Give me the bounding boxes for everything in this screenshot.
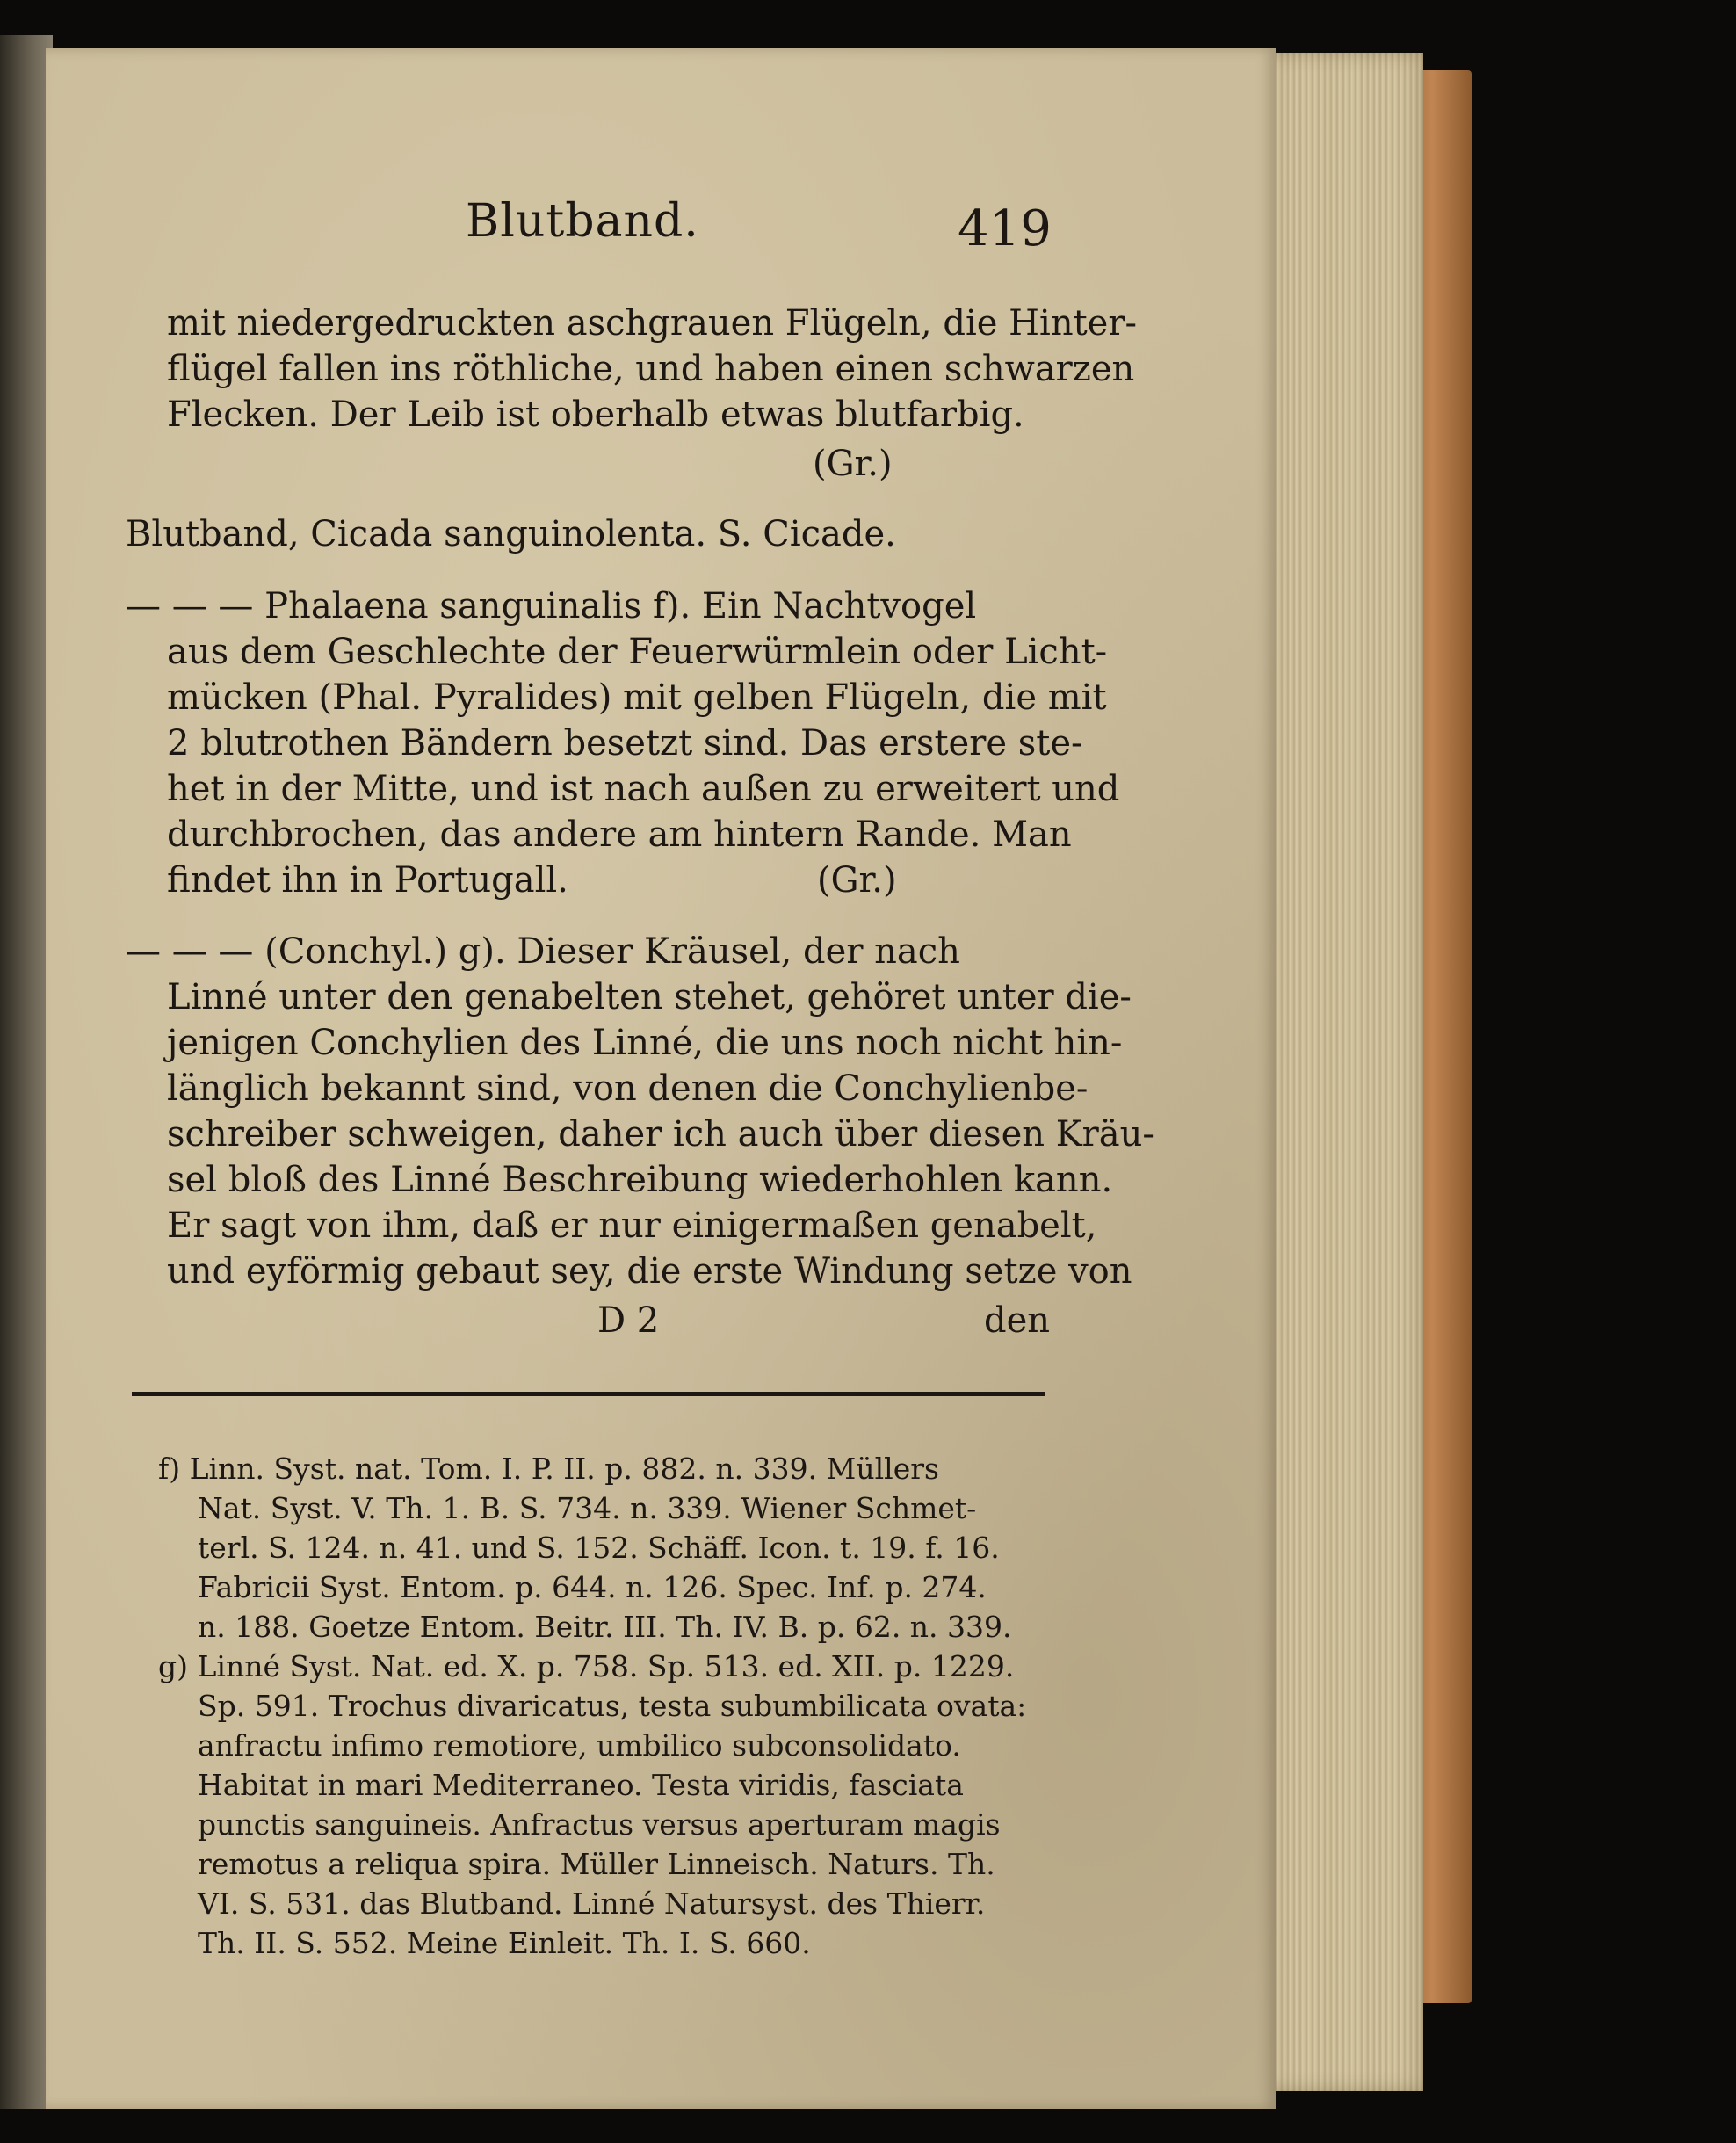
body-line: het in der Mitte, und ist nach außen zu erweitert und [167, 769, 1120, 809]
footnote-line: Nat. Syst. V. Th. 1. B. S. 734. n. 339. Wiener Schmet- [198, 1491, 977, 1525]
body-line: und eyförmig gebaut sey, die erste Windung setze von [167, 1251, 1132, 1292]
footnote-line: anfractu infimo remotiore, umbilico subconsolidato. [198, 1728, 961, 1763]
body-line: — — — Phalaena sanguinalis f). Ein Nachtvogel [126, 586, 977, 626]
body-line: schreiber schweigen, daher ich auch über diesen Kräu- [167, 1114, 1154, 1155]
left-page-edge [0, 35, 53, 2109]
body-line: länglich bekannt sind, von denen die Conchylienbe- [167, 1068, 1089, 1109]
body-line: flügel fallen ins röthliche, und haben einen schwarzen [167, 349, 1135, 389]
body-line: aus dem Geschlechte der Feuerwürmlein oder Licht- [167, 632, 1108, 672]
signature-mark: D 2 [597, 1300, 660, 1341]
running-header: Blutband. [466, 195, 699, 248]
page-stack-edge [1265, 53, 1423, 2091]
footnote-line: Th. II. S. 552. Meine Einleit. Th. I. S. 660. [198, 1926, 811, 1960]
body-line: jenigen Conchylien des Linné, die uns noch nicht hin- [167, 1023, 1123, 1063]
footnote-line: n. 188. Goetze Entom. Beitr. III. Th. IV. B. p. 62. n. 339. [198, 1610, 1012, 1644]
body-line: mücken (Phal. Pyralides) mit gelben Flügeln, die mit [167, 677, 1107, 718]
page-number: 419 [958, 200, 1052, 257]
body-line: — — — (Conchyl.) g). Dieser Kräusel, der nach [126, 931, 960, 972]
footnote-line: terl. S. 124. n. 41. und S. 152. Schäff. Icon. t. 19. f. 16. [198, 1531, 1000, 1565]
body-line: Flecken. Der Leib ist oberhalb etwas blutfarbig. [167, 395, 1024, 435]
footnote-line: Fabricii Syst. Entom. p. 644. n. 126. Spec. Inf. p. 274. [198, 1570, 987, 1604]
body-line: 2 blutrothen Bändern besetzt sind. Das erstere ste- [167, 723, 1083, 764]
body-line: Linné unter den genabelten stehet, gehöret unter die- [167, 977, 1132, 1017]
body-line: Er sagt von ihm, daß er nur einigermaßen genabelt, [167, 1205, 1097, 1246]
footnote-rule [132, 1392, 1045, 1396]
footnote-line: Habitat in mari Mediterraneo. Testa viridis, fasciata [198, 1768, 964, 1802]
source-reference: (Gr.) [817, 860, 897, 901]
footnote-line: g) Linné Syst. Nat. ed. X. p. 758. Sp. 513. ed. XII. p. 1229. [158, 1649, 1015, 1683]
source-reference: (Gr.) [813, 444, 893, 484]
body-line: findet ihn in Portugall. [167, 860, 568, 901]
footnote-line: Sp. 591. Trochus divaricatus, testa subumbilicata ovata: [198, 1689, 1027, 1723]
body-line: durchbrochen, das andere am hintern Rande. Man [167, 814, 1072, 855]
footnote-line: remotus a reliqua spira. Müller Linneisch. Naturs. Th. [198, 1847, 995, 1881]
body-line: mit niedergedruckten aschgrauen Flügeln, die Hinter- [167, 303, 1137, 344]
footnote-line: f) Linn. Syst. nat. Tom. I. P. II. p. 882. n. 339. Müllers [158, 1452, 939, 1486]
catchword: den [984, 1300, 1051, 1341]
footnote-line: VI. S. 531. das Blutband. Linné Natursyst. des Thierr. [198, 1886, 986, 1921]
footnote-line: punctis sanguineis. Anfractus versus aperturam magis [198, 1807, 1001, 1842]
body-line: sel bloß des Linné Beschreibung wiederhohlen kann. [167, 1160, 1113, 1200]
entry-heading: Blutband, Cicada sanguinolenta. S. Cicade. [126, 514, 896, 554]
